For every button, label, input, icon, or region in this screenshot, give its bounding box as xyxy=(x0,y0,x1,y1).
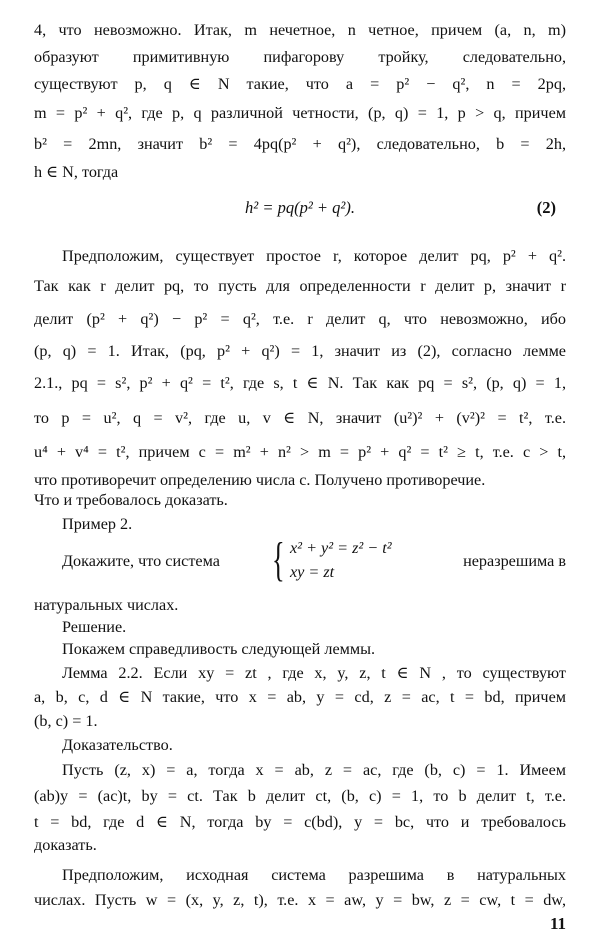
text-line: Покажем справедливость следующей леммы. xyxy=(62,640,376,658)
equation-2-body: h² = pq(p² + q²). xyxy=(245,198,355,217)
equation-2-number: (2) xyxy=(536,198,556,217)
text-line: существуют p, q ∈ N такие, что a = p² − q², n = 2pq, xyxy=(34,75,566,93)
proof-line: (ab)y = (ac)t, by = ct. Так b делит ct, (b, c) = 1, то b делит t, т.е. xyxy=(34,787,566,805)
example-title: Пример 2. xyxy=(62,515,133,533)
text-line: Предположим, существует простое r, которое делит pq, p² + q². xyxy=(62,247,566,265)
system-equations xyxy=(290,536,392,584)
text-line: делит (p² + q²) − p² = q², т.е. r делит q, что невозможно, ибо xyxy=(34,310,566,328)
text-line: натуральных числах. xyxy=(34,596,179,614)
text-line: (p, q) = 1. Итак, (pq, p² + q²) = 1, значит из (2), согласно лемме xyxy=(34,342,566,360)
lemma-line: a, b, c, d ∈ N такие, что x = ab, y = cd, z = ac, t = bd, причем xyxy=(34,688,566,706)
system-equation-1: x² + y² = z² − t² xyxy=(290,539,392,557)
equation-2 xyxy=(34,198,566,218)
page-number: 11 xyxy=(549,914,566,933)
proof-line: t = bd, где d ∈ N, тогда by = c(bd), y = bc, что и требовалось xyxy=(34,813,566,831)
left-brace: { xyxy=(272,533,285,586)
lemma-line: (b, c) = 1. xyxy=(34,712,98,730)
system-prefix: Докажите, что система xyxy=(62,552,220,570)
lemma-line: Лемма 2.2. Если xy = zt , где x, y, z, t ∈ N , то существуют xyxy=(62,664,566,682)
proof-line: доказать. xyxy=(34,836,97,854)
text-line: h ∈ N, тогда xyxy=(34,163,119,181)
text-line: образуют примитивную пифагорову тройку, следовательно, xyxy=(34,48,566,66)
text-line: 4, что невозможно. Итак, m нечетное, n четное, причем (a, n, m) xyxy=(34,21,566,39)
text-line: m = p² + q², где p, q различной четности, (p, q) = 1, p > q, причем xyxy=(34,104,566,122)
system-equation-2: xy = zt xyxy=(290,563,335,581)
text-line: числах. Пусть w = (x, y, z, t), т.е. x = aw, y = bw, z = cw, t = dw, xyxy=(34,891,566,909)
proof-line: Пусть (z, x) = a, тогда x = ab, z = ac, где (b, c) = 1. Имеем xyxy=(62,761,566,779)
proof-title: Доказательство. xyxy=(62,736,173,754)
text-line: то p = u², q = v², где u, v ∈ N, значит (u²)² + (v²)² = t², т.е. xyxy=(34,409,566,427)
text-line: что противоречит определению числа c. Получено противоречие. xyxy=(34,471,486,489)
text-line: Так как r делит pq, то пусть для определенности r делит p, значит r xyxy=(34,277,566,295)
equation-system xyxy=(62,534,566,590)
text-line: Что и требовалось доказать. xyxy=(34,491,228,509)
text-line: 2.1., pq = s², p² + q² = t², где s, t ∈ N. Так как pq = s², (p, q) = 1, xyxy=(34,374,566,392)
text-line: b² = 2mn, значит b² = 4pq(p² + q²), следовательно, b = 2h, xyxy=(34,135,566,153)
solution-title: Решение. xyxy=(62,618,127,636)
system-suffix: неразрешима в xyxy=(463,552,566,570)
text-line: u⁴ + v⁴ = t², причем c = m² + n² > m = p² + q² = t² ≥ t, т.е. c > t, xyxy=(34,443,566,461)
text-line: Предположим, исходная система разрешима в натуральных xyxy=(62,866,566,884)
